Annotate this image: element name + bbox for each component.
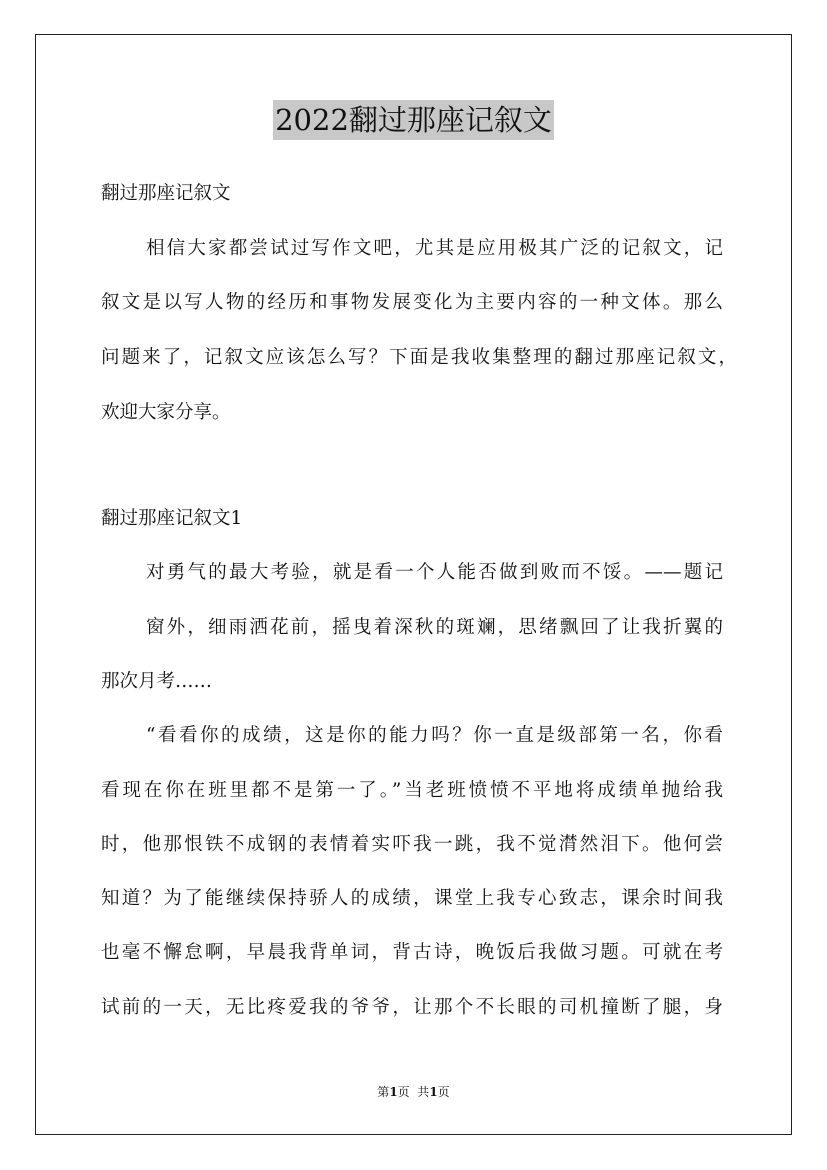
footer-current-page: 1: [389, 1085, 398, 1099]
intro-line-1: 相信大家都尝试过写作文吧，尤其是应用极其广泛的记叙文，记: [146, 238, 723, 259]
intro-line-2: 叙文是以写人物的经历和事物发展变化为主要内容的一种文体。那么: [101, 292, 723, 313]
body-line-6: 知道？为了能继续保持骄人的成绩，课堂上我专心致志，课余时间我: [101, 888, 723, 909]
essay-heading: 翻过那座记叙文1: [101, 508, 243, 529]
title-container: [0, 100, 827, 140]
epigraph: 对勇气的最大考验，就是看一个人能否做到败而不馁。——题记: [146, 562, 723, 583]
body-line-3: “看看你的成绩，这是你的能力吗？你一直是级部第一名，你看: [146, 725, 723, 746]
body-line-2: 那次月考……: [101, 671, 213, 692]
page-footer: [0, 1084, 827, 1100]
footer-suffix: 页: [437, 1085, 450, 1099]
footer-total-pages: 1: [429, 1085, 438, 1099]
body-line-7: 也毫不懈怠啊，早晨我背单词，背古诗，晚饭后我做习题。可就在考: [101, 942, 723, 963]
body-line-8: 试前的一天，无比疼爱我的爷爷，让那个不长眼的司机撞断了腿，身: [101, 997, 723, 1018]
intro-line-4: 欢迎大家分享。: [101, 402, 231, 423]
document-title: 2022翻过那座记叙文: [273, 100, 554, 140]
body-line-1: 窗外，细雨洒花前，摇曳着深秋的斑斓，思绪飘回了让我折翼的: [146, 617, 723, 638]
footer-prefix: 第: [377, 1085, 390, 1099]
footer-mid: 页 共: [397, 1085, 430, 1099]
body-line-4: 看现在你在班里都不是第一了。”当老班愤愤不平地将成绩单抛给我: [101, 780, 723, 801]
intro-line-3: 问题来了，记叙文应该怎么写？下面是我收集整理的翻过那座记叙文，: [101, 347, 737, 368]
body-line-5: 时，他那恨铁不成钢的表情着实吓我一跳，我不觉潸然泪下。他何尝: [101, 834, 723, 855]
section-heading: 翻过那座记叙文: [101, 183, 231, 204]
